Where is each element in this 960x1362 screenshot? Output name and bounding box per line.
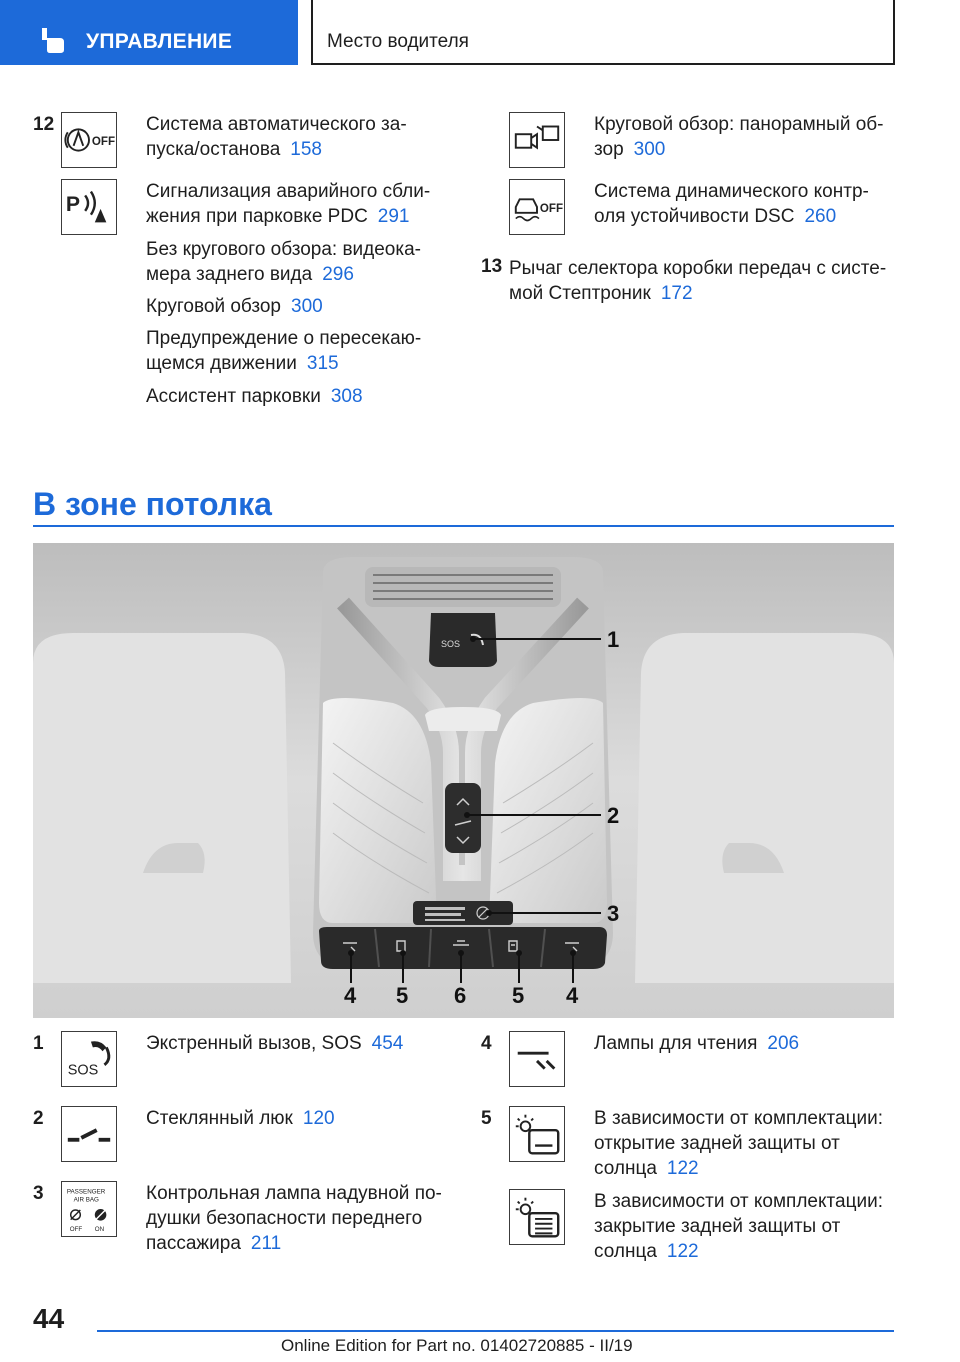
entry-auto-start-stop	[146, 112, 446, 162]
page-link[interactable]: 300	[633, 139, 666, 160]
entry-text: Предупреждение о пересекаю- щемся движении	[146, 328, 422, 374]
entry-text: Система динамического контр- оля устойчивости DSC	[594, 181, 869, 227]
passenger-label: PASSENGER	[66, 1188, 106, 1196]
callout-5-left: 5	[396, 983, 409, 1008]
panorama-view-icon	[509, 112, 565, 168]
page-link[interactable]: 211	[250, 1233, 282, 1254]
item-number-1: 1	[33, 1033, 44, 1054]
entry-reading-light	[594, 1031, 894, 1056]
item-number-2: 2	[33, 1108, 44, 1129]
entry-rear-camera	[146, 237, 446, 287]
item-number-5: 5	[481, 1108, 492, 1129]
callout-1: 1	[607, 627, 620, 652]
page-link[interactable]: 260	[804, 206, 837, 227]
item-number-3: 3	[33, 1183, 44, 1204]
airbag-label: AIR BAG	[73, 1196, 99, 1204]
entry-text: Стеклянный люк	[146, 1108, 293, 1129]
callout-4-right: 4	[566, 983, 579, 1008]
entry-panorama	[594, 112, 894, 162]
callout-6: 6	[454, 983, 467, 1008]
entry-sos	[146, 1031, 446, 1056]
entry-text: В зависимости от комплектации: закрытие задней защиты от солнца	[594, 1191, 883, 1262]
entry-text: Система автоматического за- пуска/останова	[146, 114, 407, 160]
entry-text: Лампы для чтения	[594, 1033, 758, 1054]
page-link[interactable]: 296	[322, 264, 354, 285]
item-number-13: 13	[481, 256, 503, 277]
callout-3: 3	[607, 901, 620, 926]
page-link[interactable]: 315	[306, 353, 339, 374]
off-label: OFF	[69, 1226, 83, 1234]
entry-pdc	[146, 179, 446, 229]
callout-5-right: 5	[512, 983, 525, 1008]
callout-4-left: 4	[344, 983, 357, 1008]
entry-cross-traffic	[146, 326, 446, 376]
page-link[interactable]: 122	[666, 1158, 699, 1179]
page-link[interactable]: 308	[330, 386, 363, 407]
section-tab[interactable]	[0, 0, 298, 65]
page-link[interactable]: 120	[302, 1108, 335, 1129]
entry-sunroof	[146, 1106, 446, 1131]
page-link[interactable]: 206	[767, 1033, 800, 1054]
entry-text: Круговой обзор: панорамный об- зор	[594, 114, 884, 160]
off-label: OFF	[539, 202, 564, 215]
subsection-box	[311, 0, 895, 65]
entry-text: Сигнализация аварийного сбли- жения при парковке PDC	[146, 181, 431, 227]
overhead-console-photo	[33, 543, 894, 1018]
auto-start-stop-off-icon	[61, 112, 117, 168]
entry-text: Рычаг селектора коробки передач с систе- мой Стептроник	[509, 258, 887, 304]
sunshade-open-icon	[509, 1106, 565, 1162]
passenger-airbag-icon	[61, 1181, 117, 1237]
park-distance-control-icon	[61, 179, 117, 235]
entry-text: Экстренный вызов, SOS	[146, 1033, 362, 1054]
entry-text: Без кругового обзора: видеока- мера заднего вида	[146, 239, 421, 285]
page-link[interactable]: 158	[290, 139, 322, 160]
svg-text:P: P	[65, 192, 81, 216]
entry-sunshade-open	[594, 1106, 894, 1181]
off-label: OFF	[91, 135, 116, 148]
page-number: 44	[33, 1303, 65, 1334]
pointing-hand-icon	[38, 26, 68, 54]
section-divider	[33, 525, 894, 527]
entry-airbag	[146, 1181, 446, 1256]
section-label: УПРАВЛЕНИЕ	[86, 30, 233, 53]
item-number-12: 12	[33, 114, 55, 135]
entry-sunshade-close	[594, 1189, 894, 1264]
footer-edition: Online Edition for Part no. 01402720885 - II/19	[281, 1336, 633, 1355]
page-link[interactable]: 172	[660, 283, 693, 304]
item-number-4: 4	[481, 1033, 492, 1054]
on-label: ON	[94, 1226, 105, 1234]
reading-light-icon	[509, 1031, 565, 1087]
page-link[interactable]: 122	[666, 1241, 699, 1262]
sunshade-close-icon	[509, 1189, 565, 1245]
entry-text: Контрольная лампа надувной по- душки безопасности переднего пассажира	[146, 1183, 442, 1254]
callout-2: 2	[607, 803, 620, 828]
sunroof-icon	[61, 1106, 117, 1162]
page-link[interactable]: 291	[377, 206, 410, 227]
sos-call-icon	[61, 1031, 117, 1087]
subsection-label: Место водителя	[327, 31, 469, 52]
page-link[interactable]: 300	[291, 296, 323, 317]
footer-divider	[97, 1330, 894, 1332]
dsc-off-icon	[509, 179, 565, 235]
section-title: В зоне потолка	[33, 486, 272, 522]
sos-label: SOS	[441, 639, 461, 649]
sos-icon-label: SOS	[67, 1062, 99, 1079]
entry-dsc	[594, 179, 894, 229]
entry-parking-assistant	[146, 384, 446, 409]
page-link[interactable]: 454	[371, 1033, 404, 1054]
entry-text: Круговой обзор	[146, 296, 282, 317]
entry-text: В зависимости от комплектации: открытие задней защиты от солнца	[594, 1108, 883, 1179]
entry-text: Ассистент парковки	[146, 386, 321, 407]
entry-surround-view	[146, 294, 446, 319]
entry-gear-selector	[509, 256, 894, 306]
